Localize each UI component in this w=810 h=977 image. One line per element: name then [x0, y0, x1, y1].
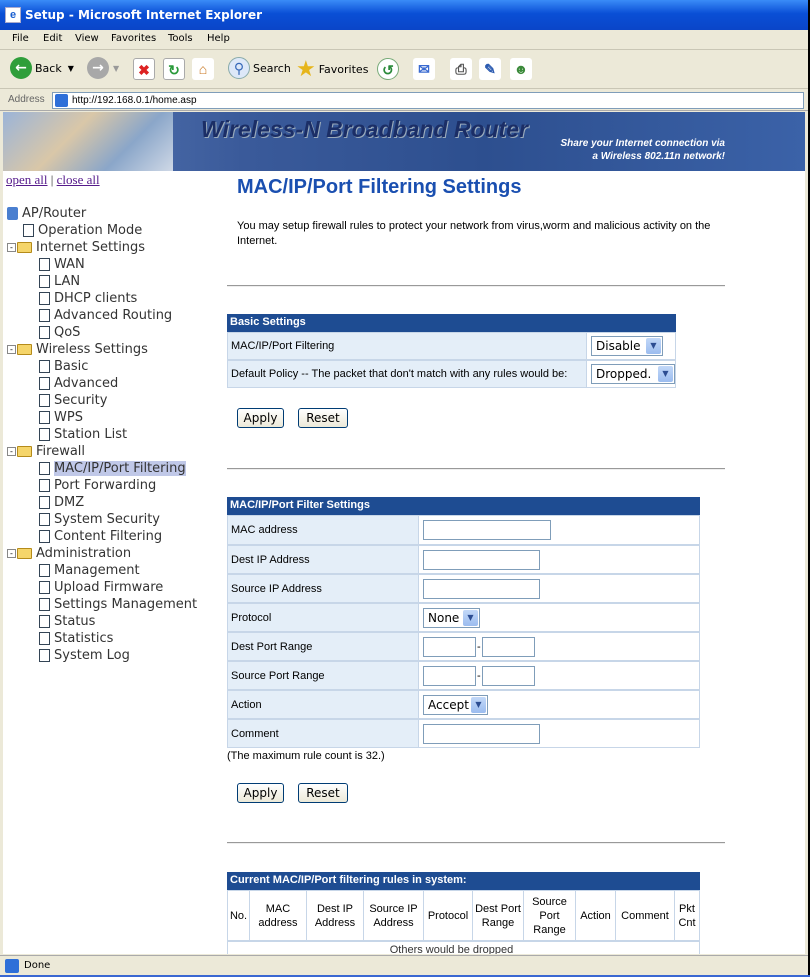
comment-row: Comment	[227, 719, 700, 748]
max-rule-note: (The maximum rule count is 32.)	[227, 750, 385, 762]
address-url: http://192.168.0.1/home.asp	[72, 95, 197, 106]
rules-footer-row	[227, 941, 700, 954]
filtering-label: MAC/IP/Port Filtering	[228, 333, 587, 359]
page-icon	[39, 581, 50, 594]
status-bar	[0, 955, 808, 975]
page-icon	[39, 564, 50, 577]
chevron-down-icon: ▼	[471, 697, 486, 713]
menu-view[interactable]: View	[75, 33, 99, 44]
mac-address-input[interactable]	[423, 520, 551, 540]
rules-table-head: No. MAC address Dest IP Address Source IP Address Protocol Dest Port Range Source Port Range Action Comment Pkt Cnt	[227, 890, 700, 941]
menu-tools[interactable]: Tools	[168, 33, 193, 44]
collapse-icon: -	[7, 549, 16, 558]
policy-row	[227, 360, 676, 388]
menu-edit[interactable]: Edit	[43, 33, 63, 44]
collapse-icon: -	[7, 345, 16, 354]
dest-port-end-input[interactable]	[482, 637, 535, 657]
source-port-start-input[interactable]	[423, 666, 476, 686]
page-icon	[39, 530, 50, 543]
search-button[interactable]: ⚲ Search	[228, 57, 291, 83]
policy-label: Default Policy -- The packet that don't match with any rules would be:	[228, 361, 587, 387]
action-select[interactable]: Accept ▼	[423, 695, 488, 715]
address-bar	[0, 90, 808, 111]
banner-subtitle-1: Share your Internet connection via	[560, 138, 725, 149]
page-icon	[39, 496, 50, 509]
tree-folder-firewall[interactable]: - Firewall	[7, 444, 85, 461]
star-icon: ★	[296, 57, 316, 82]
tree-item-dhcp[interactable]: DHCP clients	[39, 291, 137, 308]
chevron-down-icon: ▼	[646, 338, 661, 354]
tree-root[interactable]: AP/Router	[7, 206, 86, 223]
stop-icon[interactable]: ✖	[133, 58, 155, 80]
page-icon	[39, 394, 50, 407]
forward-button[interactable]	[87, 57, 119, 83]
tree-item-dmz[interactable]: DMZ	[39, 495, 84, 512]
mac-row: MAC address	[227, 515, 700, 545]
source-ip-input[interactable]	[423, 579, 540, 599]
chevron-down-icon: ▼	[658, 366, 673, 382]
page-icon	[55, 94, 68, 107]
router-banner	[3, 112, 805, 171]
chevron-down-icon: ▼	[113, 64, 120, 73]
protocol-row: Protocol None ▼	[227, 603, 700, 632]
dest-port-start-input[interactable]	[423, 637, 476, 657]
open-all-link[interactable]: open all	[6, 172, 48, 187]
source-port-end-input[interactable]	[482, 666, 535, 686]
tree-folder-internet[interactable]: - Internet Settings	[7, 240, 145, 257]
basic-settings-header: Basic Settings	[227, 314, 676, 332]
search-icon: ⚲	[228, 57, 250, 79]
dest-ip-row: Dest IP Address	[227, 545, 700, 574]
folder-icon	[17, 344, 32, 355]
folder-icon	[17, 548, 32, 559]
router-icon	[7, 207, 18, 220]
mail-icon[interactable]: ✉	[413, 58, 435, 80]
tree-item-station-list[interactable]: Station List	[39, 427, 127, 444]
filter-reset-button[interactable]: Reset	[298, 783, 348, 803]
banner-subtitle-2: a Wireless 802.11n network!	[592, 151, 725, 162]
page-icon	[39, 479, 50, 492]
tree-item-operation-mode[interactable]: Operation Mode	[23, 223, 142, 240]
menu-file[interactable]: File	[12, 33, 29, 44]
page-icon	[39, 513, 50, 526]
filtering-row	[227, 332, 676, 360]
favorites-button[interactable]: ★ Favorites	[296, 57, 369, 82]
tree-item-system-log[interactable]: System Log	[39, 648, 130, 665]
chevron-down-icon: ▼	[463, 610, 478, 626]
basic-apply-button[interactable]: Apply	[237, 408, 284, 428]
filtering-select[interactable]: Disable ▼	[591, 336, 663, 356]
source-port-row: Source Port Range -	[227, 661, 700, 690]
tree-item-mac-ip-port-filtering[interactable]: MAC/IP/Port Filtering	[39, 461, 186, 478]
dest-port-row: Dest Port Range -	[227, 632, 700, 661]
edit-icon[interactable]: ✎	[479, 58, 501, 80]
page-icon	[39, 292, 50, 305]
tree-item-advanced-routing[interactable]: Advanced Routing	[39, 308, 172, 325]
collapse-icon: -	[7, 243, 16, 252]
tree-folder-wireless[interactable]: - Wireless Settings	[7, 342, 148, 359]
page-icon	[39, 615, 50, 628]
rules-footer: Others would be dropped	[389, 944, 514, 954]
divider	[227, 842, 725, 844]
tree-item-qos[interactable]: QoS	[39, 325, 80, 342]
filter-apply-button[interactable]: Apply	[237, 783, 284, 803]
page-icon	[39, 326, 50, 339]
tree-item-settings-management[interactable]: Settings Management	[39, 597, 197, 614]
collapse-icon: -	[7, 447, 16, 456]
page-icon	[39, 598, 50, 611]
close-all-link[interactable]: close all	[56, 172, 100, 187]
tree-item-advanced[interactable]: Advanced	[39, 376, 118, 393]
folder-icon	[17, 242, 32, 253]
back-arrow-icon: ←	[10, 57, 32, 79]
divider	[227, 468, 725, 470]
tree-folder-administration[interactable]: - Administration	[7, 546, 131, 563]
refresh-icon[interactable]: ↻	[163, 58, 185, 80]
folder-icon	[17, 446, 32, 457]
address-input[interactable]	[52, 92, 804, 109]
protocol-select[interactable]: None ▼	[423, 608, 480, 628]
page-icon	[5, 959, 19, 973]
forward-arrow-icon: →	[87, 57, 109, 79]
page-intro: You may setup firewall rules to protect your network from virus,worm and malicious activity on the Internet.	[237, 220, 711, 247]
tree-item-basic[interactable]: Basic	[39, 359, 88, 376]
tree-item-status[interactable]: Status	[39, 614, 95, 631]
page-icon	[39, 309, 50, 322]
page-icon	[39, 462, 50, 475]
dest-ip-input[interactable]	[423, 550, 540, 570]
history-icon[interactable]: ↺	[377, 58, 399, 80]
page-icon	[39, 411, 50, 424]
tree-item-system-security[interactable]: System Security	[39, 512, 160, 529]
print-icon[interactable]: ⎙	[450, 58, 472, 80]
page-icon	[39, 428, 50, 441]
policy-select[interactable]: Dropped. ▼	[591, 364, 675, 384]
ie-icon: e	[5, 7, 21, 23]
page-content	[3, 112, 805, 954]
action-row: Action Accept ▼	[227, 690, 700, 719]
page-icon	[39, 258, 50, 271]
messenger-icon[interactable]: ☻	[510, 58, 532, 80]
title-bar	[0, 0, 808, 30]
window-title: Setup - Microsoft Internet Explorer	[25, 8, 263, 22]
tree-item-port-forwarding[interactable]: Port Forwarding	[39, 478, 156, 495]
filter-settings-header: MAC/IP/Port Filter Settings	[227, 497, 700, 515]
back-button[interactable]: ← Back ▼	[10, 57, 74, 83]
page-icon	[39, 360, 50, 373]
page-icon	[39, 275, 50, 288]
page-title: MAC/IP/Port Filtering Settings	[237, 176, 522, 198]
banner-photo	[3, 112, 173, 171]
tree-item-wan[interactable]: WAN	[39, 257, 85, 274]
menu-favorites[interactable]: Favorites	[111, 33, 157, 44]
page-icon	[39, 377, 50, 390]
tree-item-management[interactable]: Management	[39, 563, 140, 580]
toolbar	[0, 51, 808, 89]
page-icon	[39, 649, 50, 662]
page-icon	[39, 632, 50, 645]
tree-item-lan[interactable]: LAN	[39, 274, 80, 291]
divider	[227, 285, 725, 287]
home-icon[interactable]: ⌂	[192, 58, 214, 80]
tree-item-security[interactable]: Security	[39, 393, 107, 410]
tree-item-content-filtering[interactable]: Content Filtering	[39, 529, 162, 546]
tree-item-upload-firmware[interactable]: Upload Firmware	[39, 580, 163, 597]
menu-help[interactable]: Help	[207, 33, 230, 44]
chevron-down-icon: ▼	[67, 64, 74, 73]
source-ip-row: Source IP Address	[227, 574, 700, 603]
rules-header: Current MAC/IP/Port filtering rules in system:	[227, 872, 700, 890]
tree-item-wps[interactable]: WPS	[39, 410, 83, 427]
tree-controls: open all | close all	[6, 172, 100, 187]
banner-title: Wireless-N Broadband Router	[201, 116, 528, 142]
basic-reset-button[interactable]: Reset	[298, 408, 348, 428]
address-label: Address	[8, 94, 45, 105]
tree-item-statistics[interactable]: Statistics	[39, 631, 113, 648]
page-icon	[23, 224, 34, 237]
status-text: Done	[24, 960, 51, 971]
comment-input[interactable]	[423, 724, 540, 744]
menu-bar	[0, 30, 808, 50]
